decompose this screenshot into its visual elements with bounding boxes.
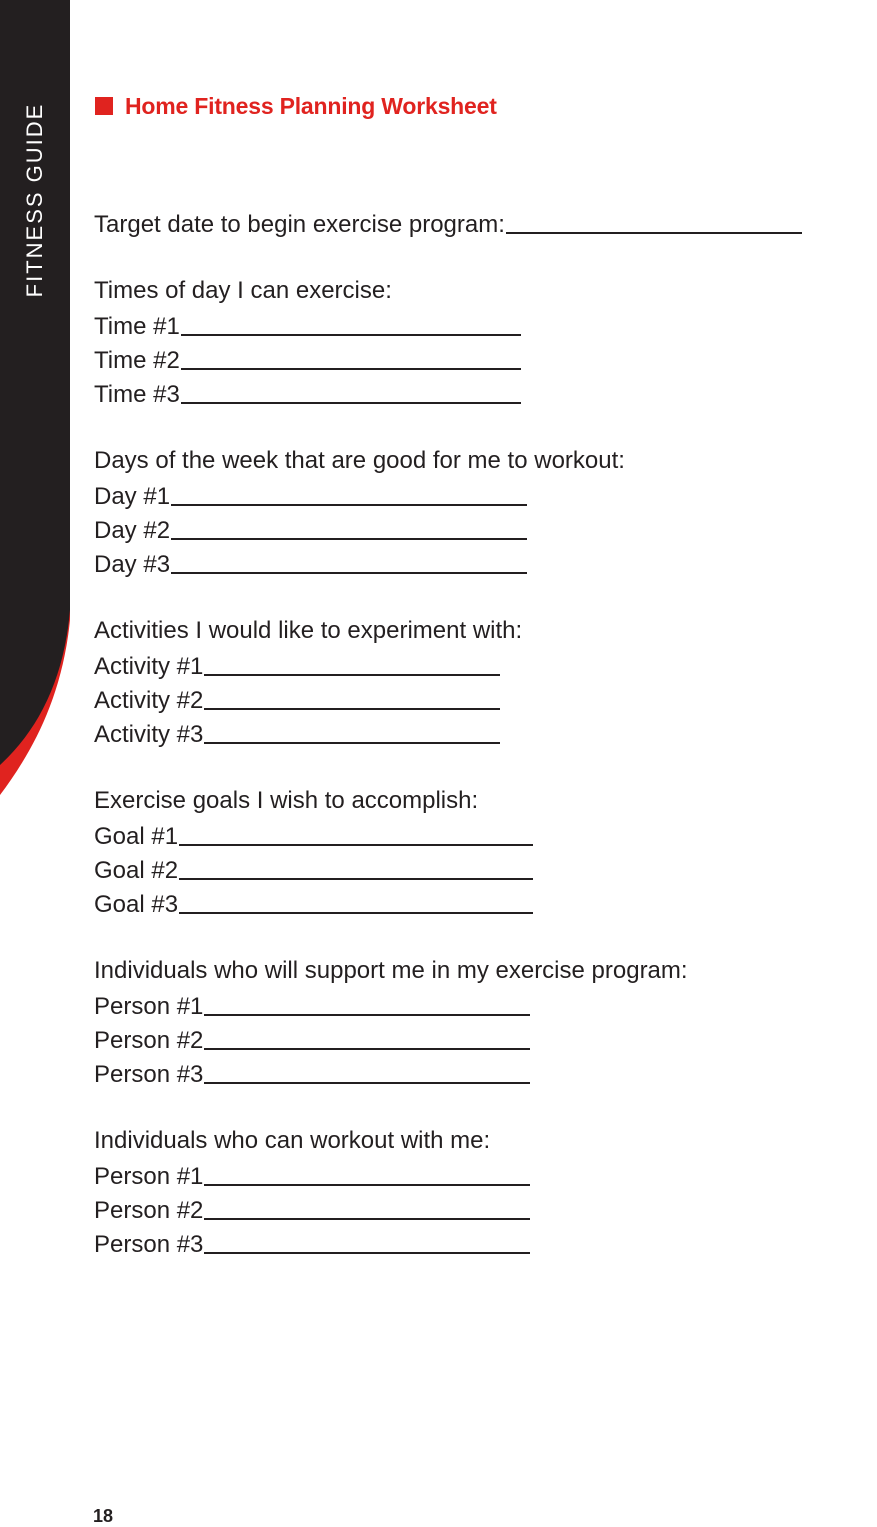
section-heading-workout-partners <box>94 1124 877 1158</box>
page-number: 18 <box>93 1506 114 1526</box>
list-item <box>94 886 877 920</box>
list-item <box>94 478 877 512</box>
list-item <box>94 1056 877 1090</box>
supporter-2-blank[interactable] <box>204 1024 530 1050</box>
spacer <box>94 920 877 954</box>
item-label: Time #2 <box>94 347 180 374</box>
target-date-row <box>94 206 877 240</box>
time-3-blank[interactable] <box>181 378 521 404</box>
time-1-blank[interactable] <box>181 310 521 336</box>
item-label: Activity #1 <box>94 653 204 680</box>
side-tab <box>0 0 70 795</box>
activity-1-blank[interactable] <box>204 650 500 676</box>
item-label: Time #1 <box>94 313 180 340</box>
list-item <box>94 1158 877 1192</box>
section-heading-text: Times of day I can exercise: <box>94 277 392 304</box>
section-heading-text: Individuals who can workout with me: <box>94 1127 491 1154</box>
list-item <box>94 512 877 546</box>
activity-2-blank[interactable] <box>204 684 500 710</box>
goal-1-blank[interactable] <box>179 820 533 846</box>
item-label: Person #2 <box>94 1197 204 1224</box>
item-label: Person #1 <box>94 1163 204 1190</box>
list-item <box>94 308 877 342</box>
side-tab-label: FITNESS GUIDE <box>22 102 47 298</box>
day-1-blank[interactable] <box>171 480 527 506</box>
spacer <box>94 1090 877 1124</box>
list-item <box>94 546 877 580</box>
spacer <box>94 750 877 784</box>
section-heading-text: Exercise goals I wish to accomplish: <box>94 787 479 814</box>
partner-1-blank[interactable] <box>204 1160 530 1186</box>
list-item <box>94 682 877 716</box>
list-item <box>94 342 877 376</box>
day-2-blank[interactable] <box>171 514 527 540</box>
item-label: Time #3 <box>94 381 180 408</box>
list-item <box>94 1192 877 1226</box>
spacer <box>94 580 877 614</box>
section-heading-times <box>94 274 877 308</box>
supporter-3-blank[interactable] <box>204 1058 530 1084</box>
section-heading-goals <box>94 784 877 818</box>
item-label: Activity #2 <box>94 687 204 714</box>
target-date-blank[interactable] <box>506 208 802 234</box>
day-3-blank[interactable] <box>171 548 527 574</box>
item-label: Goal #1 <box>94 823 179 850</box>
partner-2-blank[interactable] <box>204 1194 530 1220</box>
item-label: Goal #3 <box>94 891 179 918</box>
list-item <box>94 376 877 410</box>
list-item <box>94 852 877 886</box>
item-label: Goal #2 <box>94 857 179 884</box>
time-2-blank[interactable] <box>181 344 521 370</box>
partner-3-blank[interactable] <box>204 1228 530 1254</box>
item-label: Person #3 <box>94 1231 204 1258</box>
goal-3-blank[interactable] <box>179 888 533 914</box>
activity-3-blank[interactable] <box>204 718 500 744</box>
spacer <box>94 410 877 444</box>
list-item <box>94 988 877 1022</box>
item-label: Person #3 <box>94 1061 204 1088</box>
item-label: Person #2 <box>94 1027 204 1054</box>
list-item <box>94 818 877 852</box>
target-date-label: Target date to begin exercise program: <box>94 211 505 238</box>
item-label: Day #2 <box>94 517 171 544</box>
section-heading-activities <box>94 614 877 648</box>
spacer <box>94 240 877 274</box>
item-label: Activity #3 <box>94 721 204 748</box>
item-label: Person #1 <box>94 993 204 1020</box>
section-heading-text: Individuals who will support me in my exercise program: <box>94 957 688 984</box>
section-heading-days <box>94 444 877 478</box>
goal-2-blank[interactable] <box>179 854 533 880</box>
supporter-1-blank[interactable] <box>204 990 530 1016</box>
list-item <box>94 648 877 682</box>
page-title: Home Fitness Planning Worksheet <box>125 92 497 119</box>
item-label: Day #3 <box>94 551 171 578</box>
list-item <box>94 1226 877 1260</box>
worksheet-form <box>94 206 877 1260</box>
item-label: Day #1 <box>94 483 171 510</box>
section-heading-supporters <box>94 954 877 988</box>
list-item <box>94 1022 877 1056</box>
section-heading-text: Activities I would like to experiment with: <box>94 617 523 644</box>
section-heading-text: Days of the week that are good for me to workout: <box>94 447 625 474</box>
title-bullet-square-icon <box>95 97 113 115</box>
list-item <box>94 716 877 750</box>
page-title-row <box>95 90 497 122</box>
